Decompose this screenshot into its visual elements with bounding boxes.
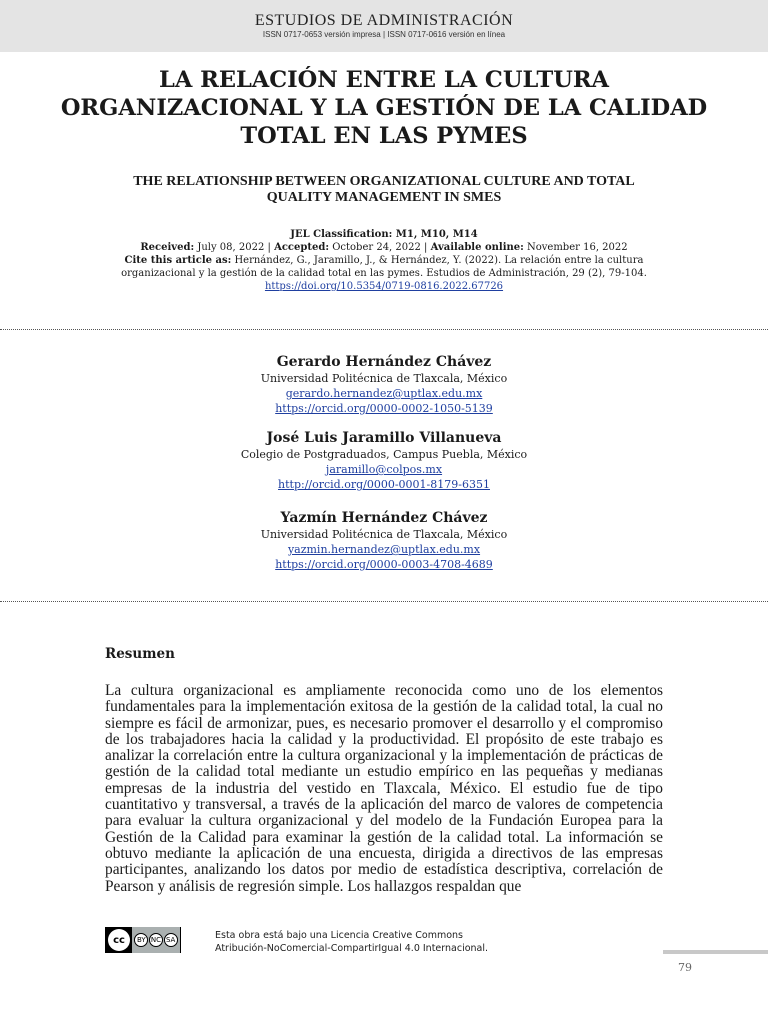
accepted-date: October 24, 2022 | bbox=[329, 242, 431, 253]
creative-commons-badge[interactable] bbox=[105, 927, 181, 953]
nc-icon: NC bbox=[149, 933, 163, 947]
journal-header bbox=[0, 0, 768, 52]
citation bbox=[100, 254, 668, 280]
cite-text: Hernández, G., Jaramillo, J., & Hernández, Y. (2022). La relación entre la cultura organizacional y la gestión de la calidad total en las pymes. Estudios de Administración, 29 (2), 79-104. bbox=[121, 255, 647, 279]
dates-line bbox=[100, 241, 668, 254]
jel-classification: JEL Classification: M1, M10, M14 bbox=[290, 229, 478, 240]
received-label: Received: bbox=[140, 242, 195, 253]
sa-icon: SA bbox=[164, 933, 178, 947]
issn-line: ISSN 0717-0653 versión impresa | ISSN 0717-0616 versión en línea bbox=[262, 30, 506, 39]
author-name: Gerardo Hernández Chávez bbox=[276, 354, 492, 370]
available-label: Available online: bbox=[430, 242, 524, 253]
author-orcid-link[interactable]: https://orcid.org/0000-0002-1050-5139 bbox=[275, 402, 493, 415]
cc-icon: cc bbox=[108, 929, 130, 951]
page-number-rule bbox=[663, 950, 768, 954]
author-name: José Luis Jaramillo Villanueva bbox=[266, 430, 502, 446]
author-block-1 bbox=[100, 354, 668, 416]
by-icon: BY bbox=[134, 933, 148, 947]
license-line-1: Esta obra está bajo una Licencia Creative Commons bbox=[215, 930, 463, 941]
article-metadata bbox=[100, 228, 668, 293]
author-block-3 bbox=[100, 510, 668, 572]
license-notice bbox=[215, 929, 488, 955]
article-title-english: THE RELATIONSHIP BETWEEN ORGANIZATIONAL CULTURE AND TOTAL QUALITY MANAGEMENT IN SMES bbox=[133, 174, 635, 205]
divider-top bbox=[0, 329, 768, 330]
available-date: November 16, 2022 bbox=[523, 242, 628, 253]
article-title: LA RELACIÓN ENTRE LA CULTURA ORGANIZACIONAL Y LA GESTIÓN DE LA CALIDAD TOTAL EN LAS PYMES bbox=[60, 67, 708, 149]
abstract-text: La cultura organizacional es ampliamente reconocida como uno de los elementos fundamentales para la implementación exitosa de la gestión de la calidad total, la cual no siempre es fácil de armonizar, pues, es necesario promover el desarrollo y el compromiso de los trabajadores hacia la calidad y la productividad. El propósito de este trabajo es analizar la correlación entre la cultura organizacional y la implementación de prácticas de gestión de la calidad total mediante un estudio empírico en las pequeñas y medianas empresas de la industria del vestido en Tlaxcala, México. El estudio fue de tipo cuantitativo y transversal, a través de la aplicación del marco de valores de competencia para evaluar la cultura organizacional y del modelo de la Fundación Europea para la Gestión de la Calidad para examinar la gestión de la calidad total. La información se obtuvo mediante la aplicación de una encuesta, dirigida a directivos de las empresas participantes, analizando los datos por medio de estadística descriptiva, correlación de Pearson y análisis de regresión simple. Los hallazgos respaldan que bbox=[105, 682, 663, 895]
author-block-2 bbox=[100, 430, 668, 492]
page-number: 79 bbox=[678, 961, 692, 974]
accepted-label: Accepted: bbox=[274, 242, 330, 253]
divider-bottom bbox=[0, 601, 768, 602]
author-affiliation: Colegio de Postgraduados, Campus Puebla, México bbox=[240, 448, 528, 461]
abstract-heading: Resumen bbox=[105, 646, 175, 662]
author-affiliation: Universidad Politécnica de Tlaxcala, México bbox=[260, 372, 508, 385]
author-orcid-link[interactable]: https://orcid.org/0000-0003-4708-4689 bbox=[275, 558, 493, 571]
received-date: July 08, 2022 | bbox=[194, 242, 275, 253]
author-email-link[interactable]: jaramillo@colpos.mx bbox=[325, 463, 443, 476]
cite-label: Cite this article as: bbox=[124, 255, 232, 266]
author-email-link[interactable]: yazmin.hernandez@uptlax.edu.mx bbox=[287, 543, 481, 556]
author-email-link[interactable]: gerardo.hernandez@uptlax.edu.mx bbox=[285, 387, 483, 400]
cc-license-icons bbox=[132, 927, 180, 953]
license-line-2: Atribución-NoComercial-CompartirIgual 4.0 Internacional. bbox=[215, 943, 489, 954]
doi-link[interactable]: https://doi.org/10.5354/0719-0816.2022.67726 bbox=[264, 281, 504, 292]
author-affiliation: Universidad Politécnica de Tlaxcala, México bbox=[260, 528, 508, 541]
journal-name: ESTUDIOS DE ADMINISTRACIÓN bbox=[254, 12, 514, 29]
author-name: Yazmín Hernández Chávez bbox=[280, 510, 488, 526]
author-orcid-link[interactable]: http://orcid.org/0000-0001-8179-6351 bbox=[278, 478, 490, 491]
